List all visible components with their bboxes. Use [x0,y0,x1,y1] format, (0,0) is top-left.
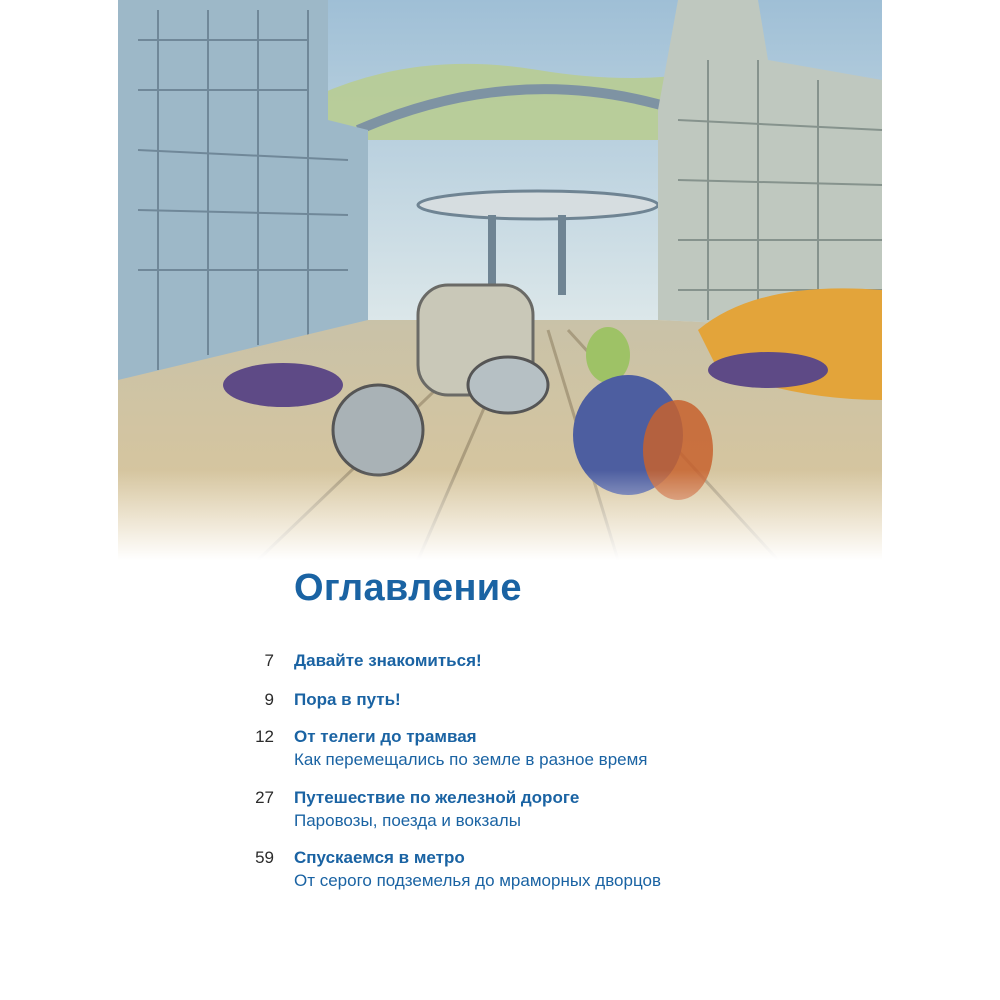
toc-page-number: 12 [255,727,274,746]
toc-chapter-title[interactable]: Спускаемся в метро [294,848,465,867]
toc-chapter-title[interactable]: От телеги до трамвая [294,727,477,746]
toc-chapter-subtitle: От серого подземелья до мраморных дворцов [294,871,661,890]
purple-car [223,363,343,407]
toc-title: Оглавление [294,567,522,609]
silver-pod-car [333,385,423,475]
toc-chapter-subtitle: Паровозы, поезда и вокзалы [294,811,521,830]
cover-illustration [118,0,882,560]
toc-page-number: 59 [255,848,274,867]
flying-platform [418,191,658,219]
toc-page-number: 7 [264,651,274,670]
toc-page-number: 27 [255,788,274,807]
toc-page-number: 9 [264,690,274,709]
street-scene-illustration [118,0,882,560]
purple-car-right [708,352,828,388]
toc-chapter-title[interactable]: Давайте знакомиться! [294,651,482,670]
toc-chapter-subtitle: Как перемещались по земле в разное время [294,750,648,769]
toc-chapter-title[interactable]: Пора в путь! [294,690,401,709]
gray-car [468,357,548,413]
green-pod [586,327,630,383]
toc-chapter-title[interactable]: Путешествие по железной дороге [294,788,580,807]
